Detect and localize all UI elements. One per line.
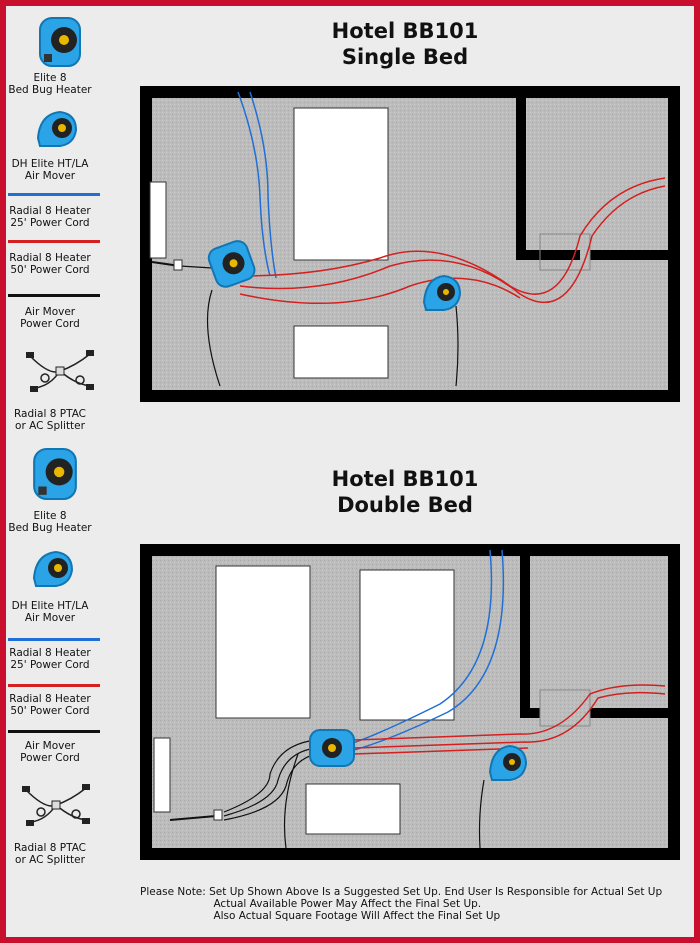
- ptac-unit: [154, 738, 170, 812]
- legend-25ft-label: Radial 8 Heater 25' Power Cord: [9, 205, 91, 229]
- legend-black-cord-line: [8, 294, 100, 297]
- legend-airmover-cord-label: Air Mover Power Cord: [20, 306, 80, 330]
- legend-ptac-label: Radial 8 PTAC or AC Splitter: [13, 842, 87, 866]
- double-bed-floor-plan: [140, 544, 680, 860]
- legend-airmover-label: DH Elite HT/LA Air Mover: [11, 158, 89, 182]
- dresser: [306, 784, 400, 834]
- ptac-splitter-icon: [16, 780, 96, 830]
- double-bed-title: Hotel BB101 Double Bed: [331, 467, 479, 517]
- bathroom-wall: [516, 98, 526, 258]
- bed: [216, 566, 310, 718]
- legend-black-cord-line: [8, 730, 100, 733]
- elite8-heater-icon: [36, 14, 84, 70]
- air-mover-icon: [34, 108, 80, 150]
- bathroom-wall: [590, 250, 668, 260]
- bed: [360, 570, 454, 720]
- bathroom-wall: [516, 250, 580, 260]
- legend-red-cord-line: [8, 240, 100, 243]
- legend-airmover-cord-label: Air Mover Power Cord: [20, 740, 80, 764]
- elite8-heater-icon: [30, 444, 80, 504]
- legend-blue-cord-line: [8, 193, 100, 196]
- splitter: [174, 260, 182, 270]
- legend-ptac-label: Radial 8 PTAC or AC Splitter: [13, 408, 87, 432]
- legend-airmover-label: DH Elite HT/LA Air Mover: [11, 600, 89, 624]
- legend-blue-cord-line: [8, 638, 100, 641]
- bathroom-wall: [590, 708, 668, 718]
- dresser: [294, 326, 388, 378]
- setup-note: Please Note: Set Up Shown Above Is a Suggested Set Up. End User Is Responsible for Actual Set Up Actual Available Power May Affect the Final Set Up. Also Actual Square Footage Will Affect the Final Set Up: [140, 886, 663, 922]
- single-bed-title: Hotel BB101 Single Bed: [331, 19, 479, 69]
- bathroom-wall: [520, 556, 530, 716]
- single-bed-floor-plan: [140, 86, 680, 402]
- ptac-splitter-icon: [20, 346, 100, 396]
- bathroom-wall: [520, 708, 540, 718]
- legend-50ft-label: Radial 8 Heater 50' Power Cord: [9, 252, 91, 276]
- legend-25ft-label: Radial 8 Heater 25' Power Cord: [9, 647, 91, 671]
- bed: [294, 108, 388, 260]
- ptac-unit: [150, 182, 166, 258]
- legend-elite8-label: Elite 8 Bed Bug Heater: [8, 510, 92, 534]
- legend-red-cord-line: [8, 684, 100, 687]
- elite8-heater-icon: [310, 730, 354, 766]
- splitter: [214, 810, 222, 820]
- air-mover-icon: [30, 548, 76, 590]
- legend-elite8-label: Elite 8 Bed Bug Heater: [8, 72, 92, 96]
- legend-50ft-label: Radial 8 Heater 50' Power Cord: [9, 693, 91, 717]
